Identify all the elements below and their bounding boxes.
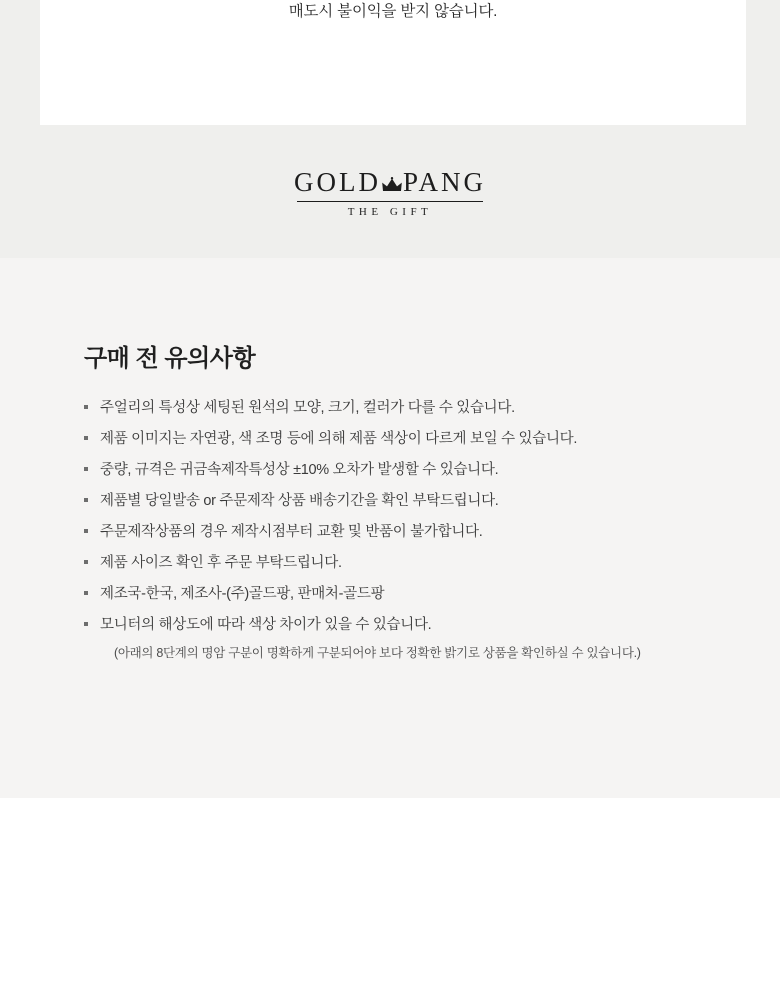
notice-list [84, 393, 704, 641]
crown-icon [381, 177, 403, 193]
logo-divider [297, 201, 483, 202]
bottom-white-area [0, 798, 780, 988]
list-item-label: 중량, 규격은 귀금속제작특성상 ±10% 오차가 발생할 수 있습니다. [100, 462, 499, 478]
bullet-icon [84, 591, 88, 595]
top-band [0, 0, 780, 258]
list-item [84, 517, 704, 548]
list-item [84, 548, 704, 579]
list-item [84, 424, 704, 455]
bullet-icon [84, 560, 88, 564]
brand-logo-right: PANG [402, 167, 487, 197]
notice-section [0, 258, 780, 798]
brand-logo [0, 166, 780, 218]
list-item-label: 주얼리의 특성상 세팅된 원석의 모양, 크기, 컬러가 다를 수 있습니다. [100, 400, 515, 416]
bullet-icon [84, 622, 88, 626]
list-item-label: 제품별 당일발송 or 주문제작 상품 배송기간을 확인 부탁드립니다. [100, 493, 499, 509]
bullet-icon [84, 405, 88, 409]
list-item-label: 제품 사이즈 확인 후 주문 부탁드립니다. [100, 555, 342, 571]
bullet-icon [84, 467, 88, 471]
notice-content [84, 338, 704, 663]
list-item-label: 모니터의 해상도에 따라 색상 차이가 있을 수 있습니다. [100, 617, 432, 633]
brand-tagline: THE GIFT [347, 206, 433, 218]
notice-subnote: (아래의 8단계의 명암 구분이 명확하게 구분되어야 보다 정확한 밝기로 상품을 확인하실 수 있습니다.) [114, 646, 641, 660]
brand-logo-left: GOLD [293, 167, 381, 197]
bullet-icon [84, 529, 88, 533]
list-item [84, 579, 704, 610]
bullet-icon [84, 436, 88, 440]
list-item-label: 제조국-한국, 제조사-(주)골드팡, 판매처-골드팡 [100, 586, 385, 602]
list-item [84, 610, 704, 641]
notice-title: 구매 전 유의사항 [84, 345, 256, 372]
list-item-label: 주문제작상품의 경우 제작시점부터 교환 및 반품이 불가합니다. [100, 524, 483, 540]
brand-logo-wordmark [294, 166, 486, 198]
top-notice-card [40, 0, 746, 125]
list-item [84, 455, 704, 486]
list-item-label: 제품 이미지는 자연광, 색 조명 등에 의해 제품 색상이 다르게 보일 수 있습니다. [100, 431, 578, 447]
bullet-icon [84, 498, 88, 502]
list-item [84, 486, 704, 517]
list-item [84, 393, 704, 424]
top-notice-text: 매도시 불이익을 받지 않습니다. [288, 3, 498, 20]
